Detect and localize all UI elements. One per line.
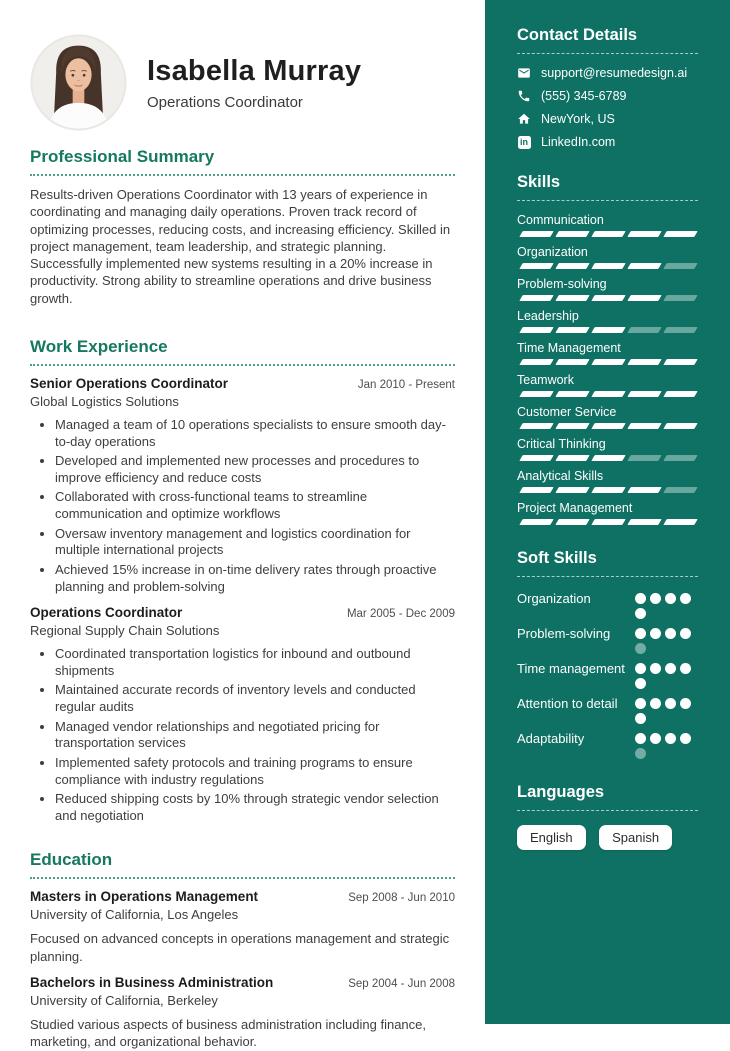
contact-row-phone	[517, 89, 698, 103]
soft-skill-dot	[650, 733, 661, 744]
section-work-experience	[30, 337, 455, 825]
education-header	[30, 889, 455, 904]
education-description: Focused on advanced concepts in operations management and strategic planning.	[30, 931, 450, 964]
language-pill: English	[517, 825, 586, 850]
skill-bar-segment	[555, 359, 589, 365]
job-entry	[30, 376, 455, 595]
job-bullet: • Coordinated transportation logistics for inbound and outbound shipments	[55, 646, 455, 679]
skill-bar-segment	[627, 519, 661, 525]
avatar-illustration	[30, 34, 127, 131]
summary-heading: Professional Summary	[30, 147, 455, 176]
skill-bar-segment	[519, 359, 553, 365]
contact-linkedin-text: LinkedIn.com	[541, 135, 616, 149]
job-entry	[30, 605, 455, 824]
contact-row-linkedin	[517, 135, 698, 149]
skill-bar-segment	[591, 455, 625, 461]
home-icon	[517, 112, 531, 126]
education-dates: Sep 2008 - Jun 2010	[348, 892, 455, 905]
skill-bar-segment	[591, 487, 625, 493]
profile-photo	[30, 34, 127, 131]
job-dates: Jan 2010 - Present	[357, 378, 455, 391]
job-bullet: • Managed a team of 10 operations specialists to ensure smooth day-to-day operations	[55, 417, 455, 450]
skill-bar	[517, 455, 698, 461]
skill-bar-segment	[555, 391, 589, 397]
skill-bar-segment	[663, 263, 697, 269]
languages-heading: Languages	[517, 783, 698, 811]
soft-skill-row	[517, 589, 698, 619]
skill-bar-segment	[519, 295, 553, 301]
skill-bar-segment	[663, 487, 697, 493]
section-professional-summary	[30, 147, 455, 307]
soft-skill-dot	[665, 698, 676, 709]
education-description: Studied various aspects of business administration including finance, marketing, and organizational behavior.	[30, 1017, 427, 1050]
sidebar	[485, 0, 730, 1024]
skill-bar-segment	[663, 455, 697, 461]
soft-skill-dot	[680, 663, 691, 674]
skill-bar-segment	[519, 423, 553, 429]
soft-skill-dot	[650, 698, 661, 709]
skill-bar-segment	[555, 487, 589, 493]
soft-skill-dots	[635, 624, 697, 654]
education-entry	[30, 889, 455, 965]
soft-skill-dot	[635, 733, 646, 744]
skill-bar	[517, 487, 698, 493]
soft-skill-dot	[680, 628, 691, 639]
skill-label: Analytical Skills	[517, 469, 604, 483]
soft-skill-dot	[650, 593, 661, 604]
job-bullet-list	[30, 417, 455, 595]
skills-list	[517, 213, 698, 525]
skill-bar-segment	[627, 487, 661, 493]
skills-section	[517, 173, 698, 525]
soft-skill-dot	[635, 593, 646, 604]
soft-skill-dots	[635, 729, 697, 759]
soft-skill-dots	[635, 659, 697, 689]
skill-label: Teamwork	[517, 373, 574, 387]
soft-skill-label: Organization	[517, 591, 591, 606]
skill-bar-segment	[663, 391, 697, 397]
job-bullet: • Implemented safety protocols and training programs to ensure compliance with industry regulations	[55, 755, 455, 788]
soft-skill-dot	[635, 698, 646, 709]
skill-bar-segment	[627, 231, 661, 237]
job-header	[30, 605, 455, 620]
soft-skill-dot	[680, 698, 691, 709]
skill-label: Customer Service	[517, 405, 617, 419]
job-bullet-list	[30, 646, 455, 824]
soft-skill-row	[517, 659, 698, 689]
skill-bar-segment	[627, 263, 661, 269]
school-name: University of California, Berkeley	[30, 993, 218, 1009]
job-bullet: • Oversaw inventory management and logistics coordination for multiple international projects	[55, 526, 455, 559]
soft-skill-dot	[665, 663, 676, 674]
skill-bar-segment	[663, 519, 697, 525]
education-heading: Education	[30, 850, 455, 879]
job-bullet: • Maintained accurate records of inventory levels and conducted regular audits	[55, 682, 455, 715]
contact-row-location	[517, 112, 698, 126]
contact-section	[517, 26, 698, 149]
phone-icon	[517, 89, 531, 103]
skill-bar-segment	[519, 263, 553, 269]
soft-skill-dot	[635, 628, 646, 639]
job-header	[30, 376, 455, 391]
skill-bar-segment	[663, 423, 697, 429]
job-bullet: • Managed vendor relationships and negotiated pricing for transportation services	[55, 719, 455, 752]
skill-label: Critical Thinking	[517, 437, 606, 451]
job-bullet: • Achieved 15% increase in on-time delivery rates through proactive planning and problem-solving	[55, 562, 455, 595]
soft-skill-dot	[665, 733, 676, 744]
soft-skill-dot	[680, 733, 691, 744]
soft-skill-dot	[665, 628, 676, 639]
soft-skill-label: Problem-solving	[517, 626, 611, 641]
soft-skills-list	[517, 589, 698, 759]
skill-bar-segment	[591, 263, 625, 269]
job-company: Regional Supply Chain Solutions	[30, 623, 220, 639]
linkedin-icon: in	[517, 135, 531, 149]
skill-bar	[517, 263, 698, 269]
skill-bar-segment	[555, 295, 589, 301]
email-icon	[517, 66, 531, 80]
soft-skill-label: Time management	[517, 661, 625, 676]
skill-bar-segment	[519, 391, 553, 397]
skill-bar-segment	[555, 327, 589, 333]
soft-skill-dots	[635, 589, 697, 619]
skill-bar-segment	[627, 423, 661, 429]
skill-bar	[517, 391, 698, 397]
skill-bar-segment	[591, 327, 625, 333]
soft-skill-row	[517, 694, 698, 724]
skill-label: Leadership	[517, 309, 579, 323]
soft-skill-dot	[635, 643, 646, 654]
skill-label: Problem-solving	[517, 277, 607, 291]
section-education	[30, 850, 455, 1050]
skill-label: Time Management	[517, 341, 621, 355]
job-bullet: • Reduced shipping costs by 10% through strategic vendor selection and negotiation	[55, 791, 455, 824]
skill-bar-segment	[519, 519, 553, 525]
education-entry	[30, 975, 455, 1051]
skills-heading: Skills	[517, 173, 698, 201]
job-title: Operations Coordinator	[30, 605, 183, 621]
soft-skill-label: Attention to detail	[517, 696, 618, 711]
soft-skill-dot	[635, 748, 646, 759]
skill-bar-segment	[555, 455, 589, 461]
degree-title: Bachelors in Business Administration	[30, 975, 274, 991]
contact-phone-text: (555) 345-6789	[541, 89, 627, 103]
skill-bar-segment	[555, 263, 589, 269]
skill-bar	[517, 327, 698, 333]
contact-list	[517, 66, 698, 149]
skill-bar-segment	[555, 519, 589, 525]
job-bullet: • Collaborated with cross-functional teams to streamline communication and optimize workflows	[55, 489, 455, 522]
skill-bar-segment	[519, 455, 553, 461]
person-job-title: Operations Coordinator	[147, 93, 303, 111]
skill-bar-segment	[591, 295, 625, 301]
skill-label: Project Management	[517, 501, 633, 515]
contact-email-text: support@resumedesign.ai	[541, 66, 688, 80]
skill-bar-segment	[627, 455, 661, 461]
soft-skill-row	[517, 624, 698, 654]
skill-bar	[517, 231, 698, 237]
skill-bar-segment	[663, 231, 697, 237]
skill-bar-segment	[591, 519, 625, 525]
skill-bar-segment	[519, 327, 553, 333]
language-pill: Spanish	[599, 825, 672, 850]
skill-bar-segment	[555, 231, 589, 237]
job-bullet: • Developed and implemented new processes and procedures to improve efficiency and reduce costs	[55, 453, 455, 486]
header	[30, 34, 455, 131]
skill-bar-segment	[591, 391, 625, 397]
soft-skills-section	[517, 549, 698, 759]
skill-bar-segment	[663, 295, 697, 301]
soft-skill-dot	[635, 713, 646, 724]
contact-location-text: NewYork, US	[541, 112, 615, 126]
school-name: University of California, Los Angeles	[30, 907, 239, 923]
soft-skill-dot	[680, 593, 691, 604]
soft-skill-dot	[635, 678, 646, 689]
experience-heading: Work Experience	[30, 337, 455, 366]
education-header	[30, 975, 455, 990]
skill-bar-segment	[591, 231, 625, 237]
languages-list	[517, 825, 698, 850]
contact-row-email	[517, 66, 698, 80]
skill-bar	[517, 519, 698, 525]
soft-skill-dot	[650, 628, 661, 639]
languages-section	[517, 783, 698, 850]
skill-bar-segment	[627, 295, 661, 301]
skill-bar	[517, 359, 698, 365]
job-dates: Mar 2005 - Dec 2009	[346, 608, 455, 621]
soft-skill-row	[517, 729, 698, 759]
soft-skill-dot	[635, 608, 646, 619]
skill-label: Organization	[517, 245, 588, 259]
job-title: Senior Operations Coordinator	[30, 375, 229, 391]
soft-skill-label: Adaptability	[517, 731, 585, 746]
skill-bar	[517, 295, 698, 301]
degree-title: Masters in Operations Management	[30, 889, 259, 905]
soft-skills-heading: Soft Skills	[517, 549, 698, 577]
skill-bar-segment	[627, 391, 661, 397]
skill-bar	[517, 423, 698, 429]
skill-bar-segment	[555, 423, 589, 429]
skill-bar-segment	[663, 327, 697, 333]
skill-label: Communication	[517, 213, 604, 227]
skill-bar-segment	[663, 359, 697, 365]
soft-skill-dot	[635, 663, 646, 674]
contact-heading: Contact Details	[517, 26, 698, 54]
skill-bar-segment	[627, 327, 661, 333]
person-name: Isabella Murray	[147, 54, 362, 87]
soft-skill-dot	[650, 663, 661, 674]
skill-bar-segment	[591, 423, 625, 429]
summary-text: Results-driven Operations Coordinator with 13 years of experience in coordinating and managing daily operations. Proven track record of optimizing processes, reducing costs, and increasing efficiency. Skilled in project management, team leadership, and strategic planning. Successfully implemented new systems resulting in a 20% increase in productivity. Strong ability to streamline operations and drive business growth.	[30, 187, 451, 306]
soft-skill-dots	[635, 694, 697, 724]
identity-block	[147, 55, 361, 111]
soft-skill-dot	[665, 593, 676, 604]
skill-bar-segment	[627, 359, 661, 365]
skill-bar-segment	[519, 487, 553, 493]
education-dates: Sep 2004 - Jun 2008	[348, 978, 455, 991]
skill-bar-segment	[591, 359, 625, 365]
skill-bar-segment	[519, 231, 553, 237]
job-company: Global Logistics Solutions	[30, 393, 179, 409]
